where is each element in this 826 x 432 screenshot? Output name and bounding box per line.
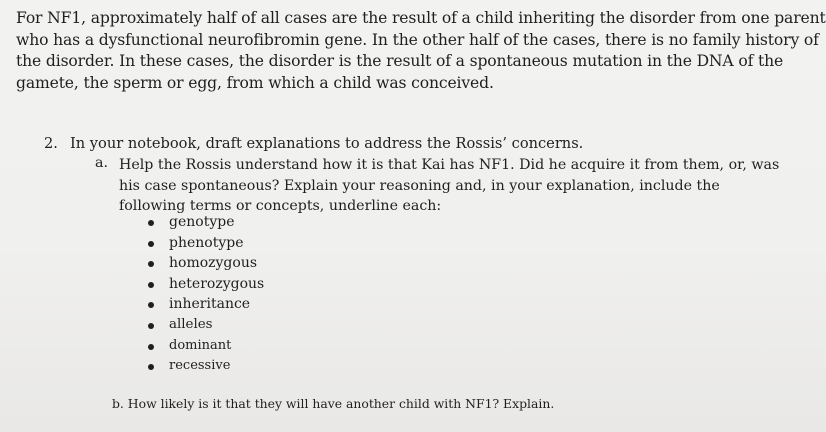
term-text: phenotype bbox=[169, 234, 244, 251]
intro-line: For NF1, approximately half of all cases are the result of a child inheriting the disorder from one parent bbox=[16, 9, 826, 27]
term-text: inheritance bbox=[169, 296, 251, 313]
list-item bbox=[148, 336, 264, 357]
part-a-line: following terms or concepts, underline each: bbox=[119, 198, 442, 214]
part-a-line: Help the Rossis understand how it is that Kai has NF1. Did he acquire it from them, or, was bbox=[119, 157, 780, 173]
list-item bbox=[148, 274, 264, 295]
bullet-icon bbox=[148, 261, 154, 267]
list-item bbox=[148, 212, 264, 233]
term-text: heterozygous bbox=[169, 275, 265, 292]
list-item bbox=[148, 253, 264, 274]
bullet-icon bbox=[148, 344, 154, 350]
part-a-letter: a. bbox=[95, 155, 108, 171]
bullet-icon bbox=[148, 323, 154, 329]
question-number: 2. bbox=[44, 135, 58, 152]
term-text: homozygous bbox=[169, 255, 258, 272]
intro-line: who has a dysfunctional neurofibromin gene. In the other half of the cases, there is no family history of bbox=[16, 30, 819, 49]
bullet-icon bbox=[148, 364, 154, 370]
term-text: genotype bbox=[169, 214, 235, 230]
term-text: dominant bbox=[169, 337, 232, 353]
question-text: In your notebook, draft explanations to address the Rossis’ concerns. bbox=[70, 135, 584, 152]
part-a-line: his case spontaneous? Explain your reasoning and, in your explanation, include the bbox=[119, 177, 720, 194]
bullet-icon bbox=[148, 220, 154, 226]
list-item bbox=[148, 233, 264, 254]
list-item bbox=[148, 356, 264, 377]
part-a-prompt bbox=[119, 155, 780, 217]
bullet-icon bbox=[148, 302, 154, 308]
term-text: alleles bbox=[169, 316, 213, 332]
terms-list bbox=[148, 212, 264, 377]
list-item bbox=[148, 315, 264, 336]
bullet-icon bbox=[148, 241, 154, 247]
list-item bbox=[148, 294, 264, 315]
intro-paragraph bbox=[16, 8, 826, 94]
part-b-question: b. How likely is it that they will have another child with NF1? Explain. bbox=[112, 396, 555, 411]
intro-line: gamete, the sperm or egg, from which a child was conceived. bbox=[16, 73, 494, 92]
term-text: recessive bbox=[169, 358, 231, 374]
intro-line: the disorder. In these cases, the disorder is the result of a spontaneous mutation in the DNA of the bbox=[16, 52, 784, 70]
bullet-icon bbox=[148, 282, 154, 288]
